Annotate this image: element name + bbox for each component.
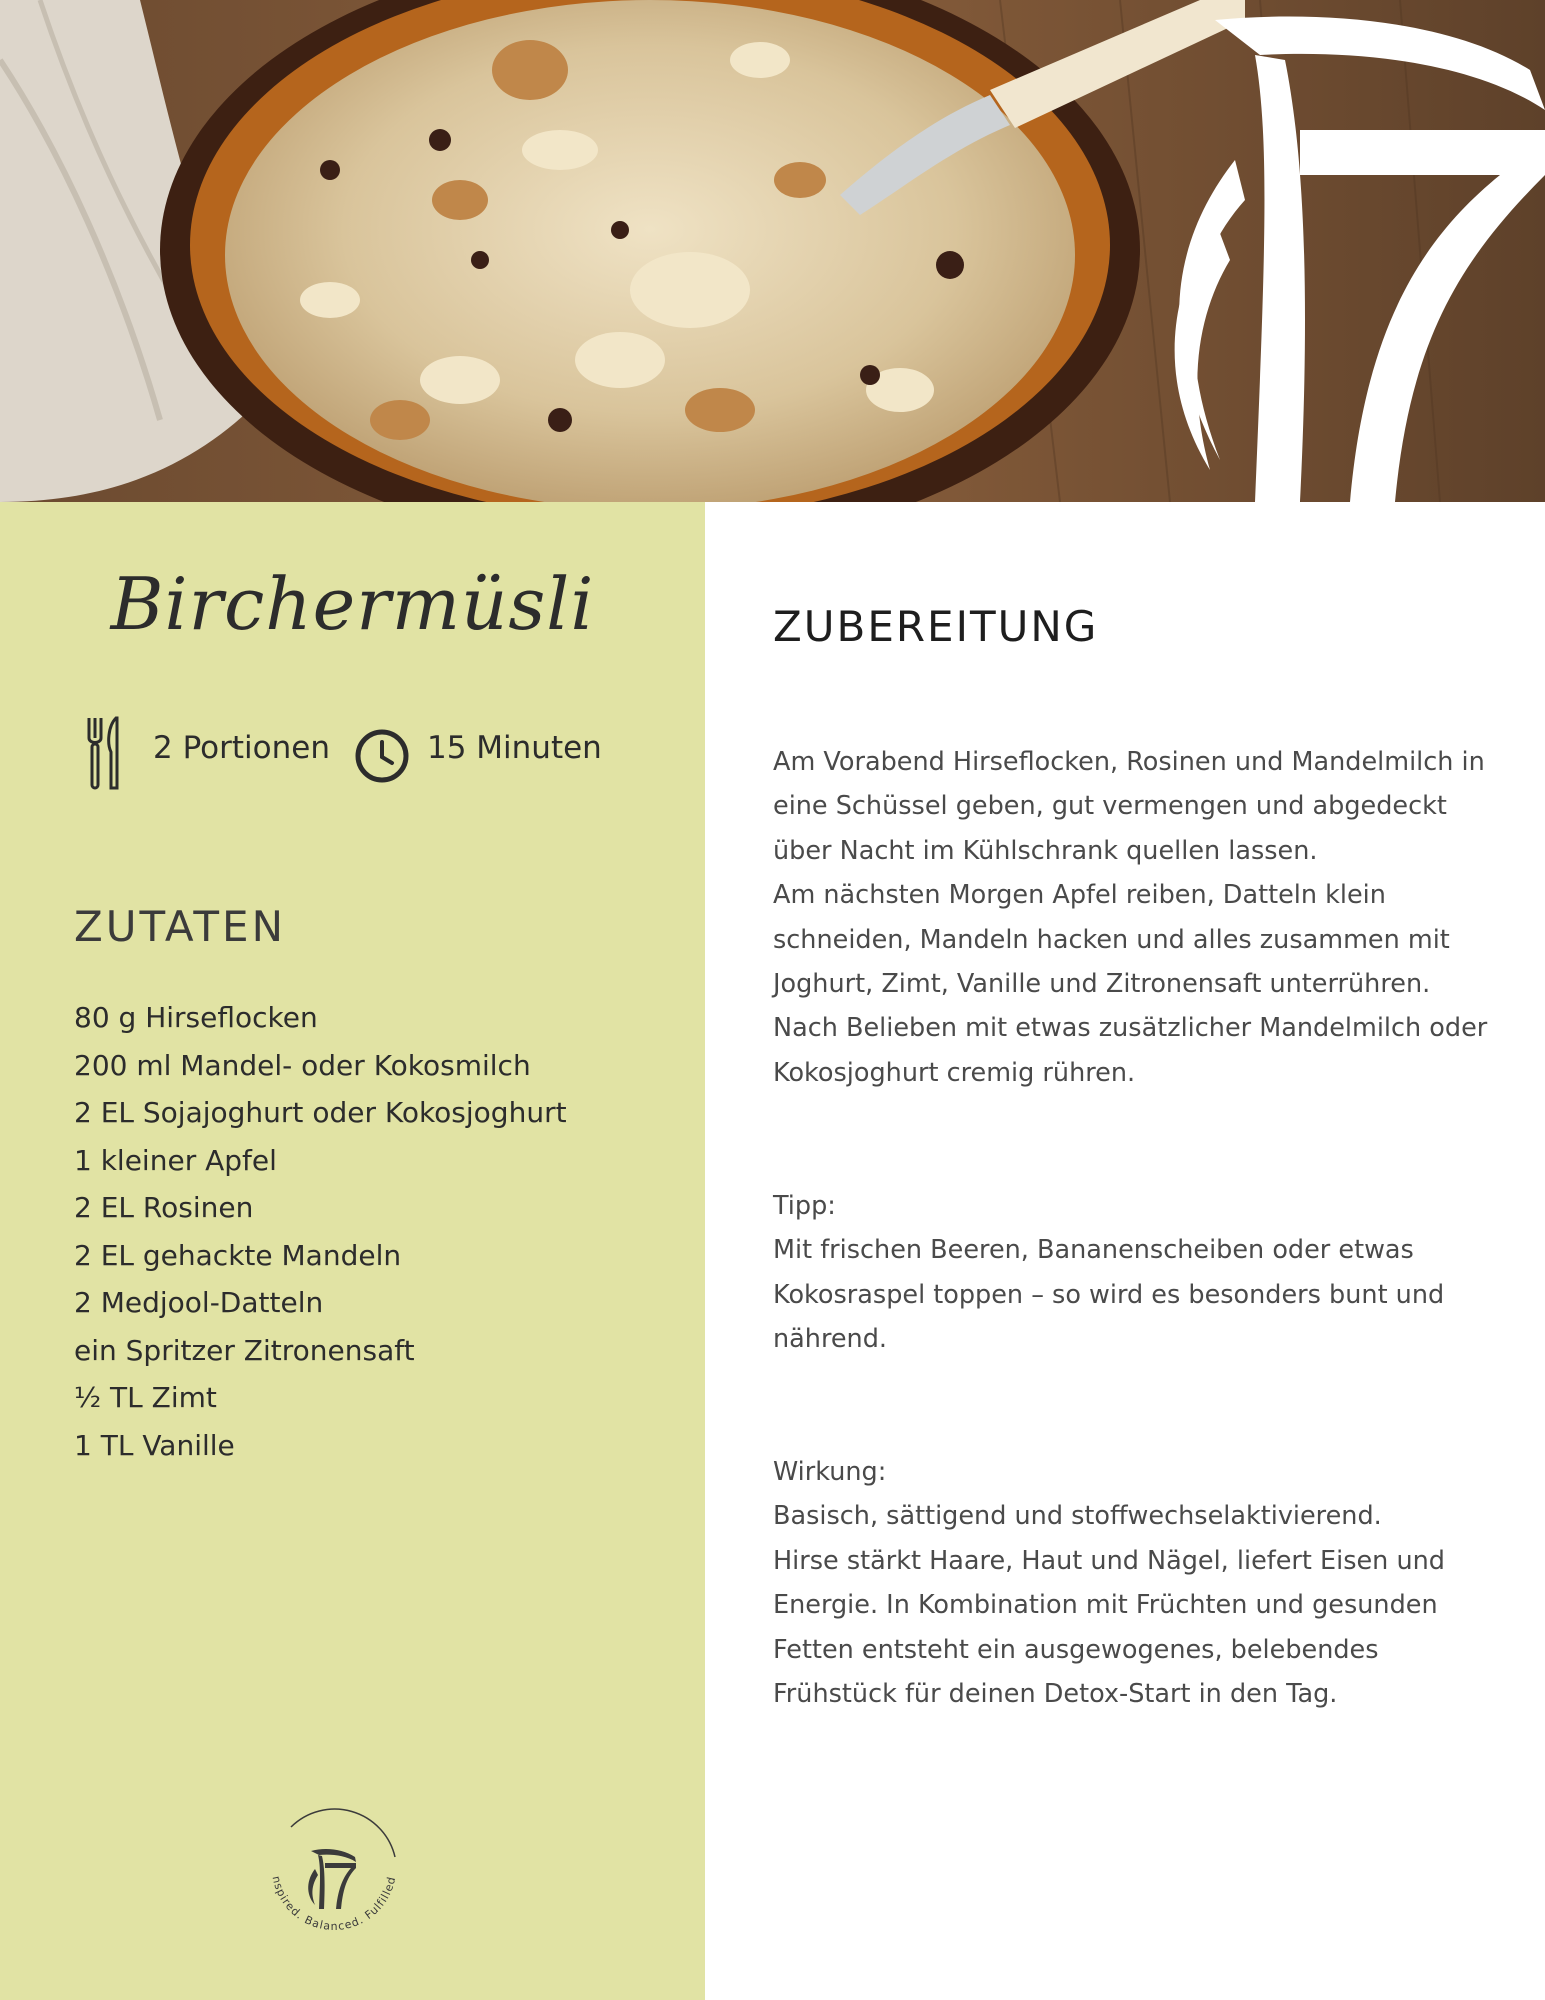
tip-line: Kokosraspel toppen – so wird es besonders bunt und [773, 1279, 1445, 1310]
ingredients-panel [0, 502, 705, 2000]
effect-line: Fetten entsteht ein ausgewogenes, belebendes [773, 1634, 1379, 1665]
step-line: schneiden, Mandeln hacken und alles zusammen mit [773, 924, 1450, 955]
list-item: ein Spritzer Zitronensaft [74, 1333, 415, 1367]
ingredients-heading: ZUTATEN [74, 902, 286, 951]
ingredients-list [74, 994, 567, 1469]
brand-badge [259, 1799, 409, 1953]
step-line: Nach Belieben mit etwas zusätzlicher Mandelmilch oder [773, 1013, 1488, 1044]
oatmeal-bowl-photo [0, 0, 1545, 502]
step-line: Am Vorabend Hirseflocken, Rosinen und Mandelmilch in [773, 747, 1485, 777]
recipe-title: Birchermüsli [110, 562, 595, 646]
hero-image [0, 0, 1545, 502]
portions-text: 2 Portionen [153, 730, 330, 766]
step-line: über Nacht im Kühlschrank quellen lassen. [773, 835, 1318, 866]
tip-label: Tipp: [773, 1191, 836, 1221]
recipe-meta [86, 712, 686, 792]
preparation-steps [773, 740, 1513, 1095]
time-text: 15 Minuten [427, 730, 602, 766]
step-line: eine Schüssel geben, gut vermengen und abgedeckt [773, 791, 1447, 822]
monogram-icon [308, 1849, 356, 1909]
preparation-panel [705, 502, 1545, 2000]
effect-line: Energie. In Kombination mit Früchten und gesunden [773, 1590, 1438, 1621]
list-item: 2 EL Rosinen [74, 1191, 254, 1224]
list-item: 2 EL gehackte Mandeln [74, 1238, 402, 1272]
list-item: 2 Medjool-Datteln [74, 1286, 324, 1319]
preparation-heading: ZUBEREITUNG [773, 602, 1099, 651]
step-line: Joghurt, Zimt, Vanille und Zitronensaft unterrühren. [773, 969, 1431, 1000]
badge-slogan: nspired. Balanced. Fulfilled [269, 1874, 399, 1933]
tip-section [773, 1184, 1513, 1362]
list-item: 1 kleiner Apfel [74, 1143, 277, 1177]
list-item: 1 TL Vanille [74, 1428, 235, 1462]
step-line: Am nächsten Morgen Apfel reiben, Datteln klein [773, 880, 1386, 911]
list-item: 80 g Hirseflocken [74, 1001, 318, 1034]
tip-line: nährend. [773, 1324, 888, 1355]
effect-label: Wirkung: [773, 1457, 887, 1487]
list-item: ½ TL Zimt [74, 1381, 217, 1414]
effect-section [773, 1450, 1513, 1716]
effect-line: Basisch, sättigend und stoffwechselaktivierend. [773, 1501, 1382, 1532]
step-line: Kokosjoghurt cremig rühren. [773, 1057, 1136, 1088]
effect-line: Frühstück für deinen Detox-Start in den Tag. [773, 1679, 1338, 1710]
clock-icon [354, 728, 410, 788]
tip-line: Mit frischen Beeren, Bananenscheiben oder etwas [773, 1235, 1414, 1266]
cutlery-icon [86, 716, 122, 794]
list-item: 200 ml Mandel- oder Kokosmilch [74, 1048, 531, 1082]
list-item: 2 EL Sojajoghurt oder Kokosjoghurt [74, 1096, 567, 1129]
effect-line: Hirse stärkt Haare, Haut und Nägel, liefert Eisen und [773, 1545, 1445, 1576]
